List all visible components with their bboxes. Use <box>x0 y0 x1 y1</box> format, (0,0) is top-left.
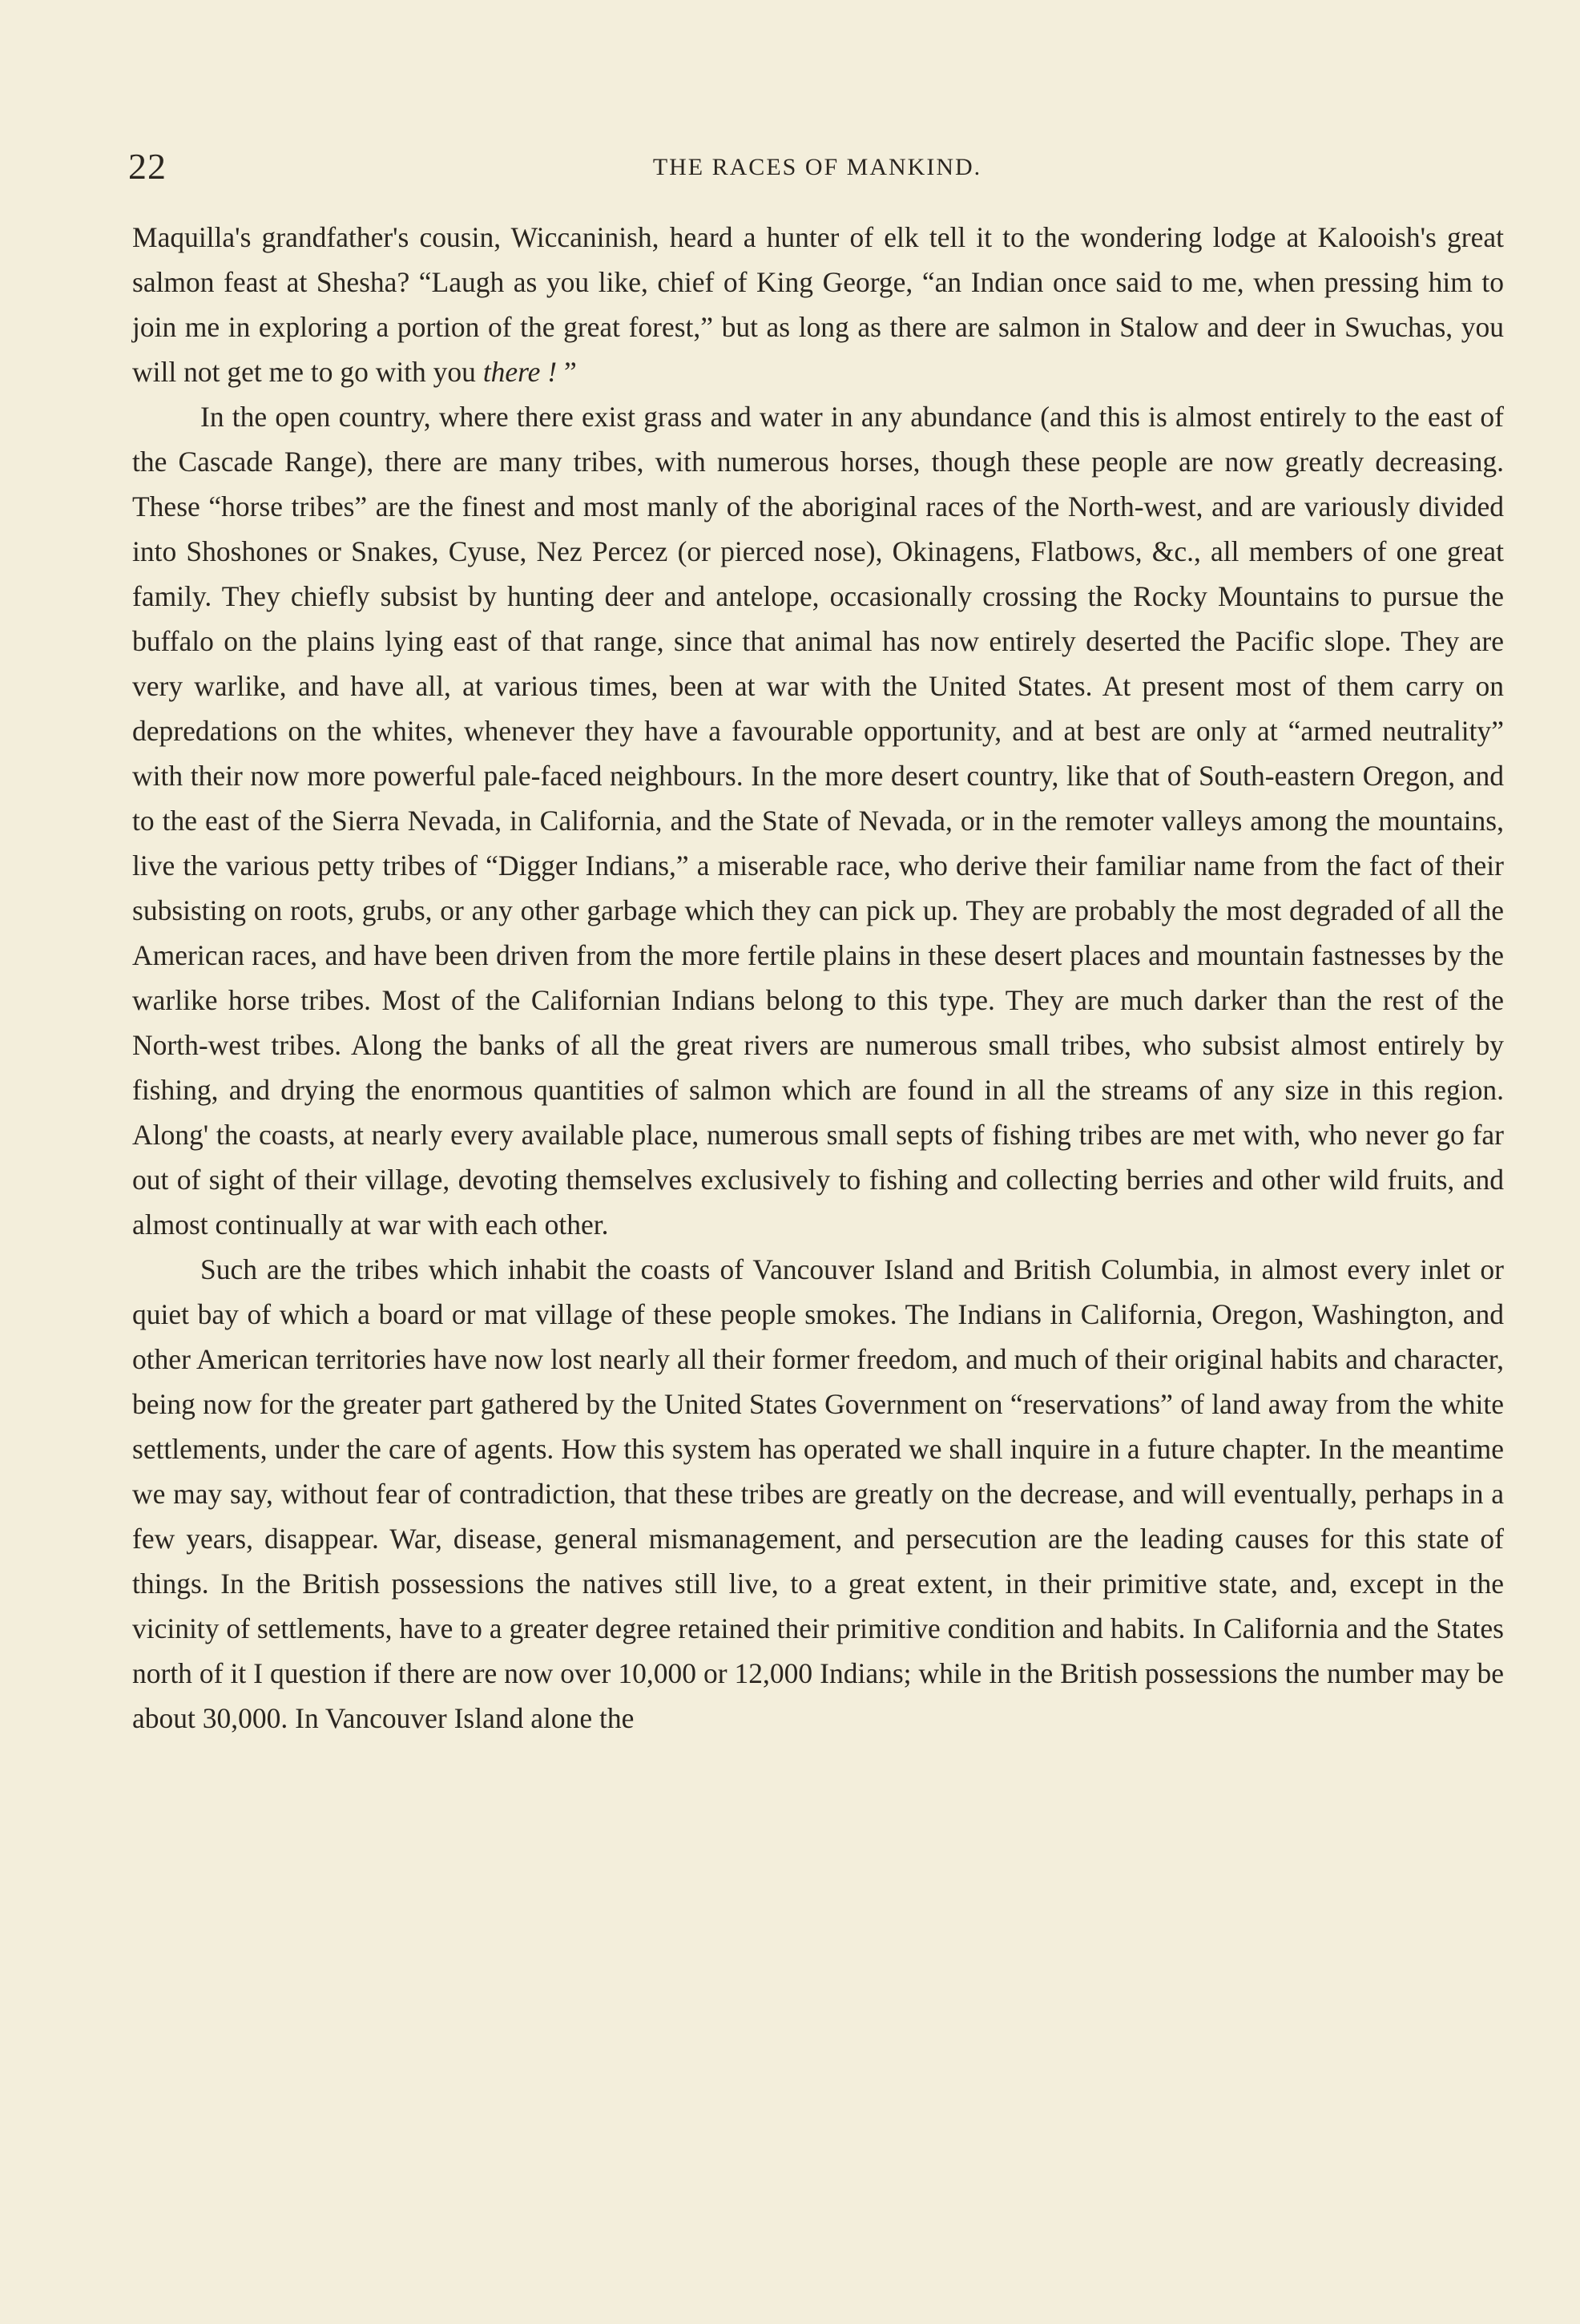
paragraph-1 <box>132 215 1504 394</box>
paragraph-3: Such are the tribes which inhabit the coasts of Vancouver Island and British Columbia, in almost every inlet or quiet bay of which a board or mat village of these people smokes. The Indians in California, Oregon, Washington, and other American territories have now lost nearly all their former freedom, and much of their original habits and character, being now for the greater part gathered by the United States Government on “reservations” of land away from the white settlements, under the care of agents. How this system has operated we shall inquire in a future chapter. In the meantime we may say, without fear of contradiction, that these tribes are greatly on the decrease, and will eventually, perhaps in a few years, disappear. War, disease, general mismanagement, and persecution are the leading causes for this state of things. In the British possessions the natives still live, to a great extent, in their primitive state, and, except in the vicinity of settlements, have to a greater degree retained their primitive condition and habits. In California and the States north of it I question if there are now over 10,000 or 12,000 Indians; while in the British possessions the number may be about 30,000. In Vancouver Island alone the <box>132 1253 1504 1734</box>
running-title: THE RACES OF MANKIND. <box>652 154 982 180</box>
paragraph-1-italic: there ! <box>482 356 558 388</box>
paragraph-1-closing-quote: ” <box>557 356 577 388</box>
page-number: 22 <box>128 146 167 187</box>
paragraph-1-text: Maquilla's grandfather's cousin, Wiccaninish, heard a hunter of elk tell it to the wondering lodge at Kalooish's great salmon feast at Shesha? “Laugh as you like, chief of King George, “an Indian once said to me, when pressing him to join me in exploring a portion of the great forest,” but as long as there are salmon in Stalow and deer in Swuchas, you will not get me to go with you <box>132 221 1504 388</box>
running-head <box>128 143 1506 191</box>
paragraph-2: In the open country, where there exist grass and water in any abundance (and this is almost entirely to the east of the Cascade Range), there are many tribes, with numerous horses, though these people are now greatly decreasing. These “horse tribes” are the finest and most manly of the aboriginal races of the North-west, and are variously divided into Shoshones or Snakes, Cyuse, Nez Percez (or pierced nose), Okinagens, Flatbows, &c., all members of one great family. They chiefly subsist by hunting deer and antelope, occasionally crossing the Rocky Mountains to pursue the buffalo on the plains lying east of that range, since that animal has now entirely deserted the Pacific slope. They are very warlike, and have all, at various times, been at war with the United States. At present most of them carry on depredations on the whites, whenever they have a favourable opportunity, and at best are only at “armed neutrality” with their now more powerful pale-faced neighbours. In the more desert country, like that of South-eastern Oregon, and to the east of the Sierra Nevada, in California, and the State of Nevada, or in the remoter valleys among the mountains, live the various petty tribes of “Digger Indians,” a miserable race, who derive their familiar name from the fact of their subsisting on roots, grubs, or any other garbage which they can pick up. They are probably the most degraded of all the American races, and have been driven from the more fertile plains in these desert places and mountain fastnesses by the warlike horse tribes. Most of the Californian Indians belong to this type. They are much darker than the rest of the North-west tribes. Along the banks of all the great rivers are numerous small tribes, who subsist almost entirely by fishing, and drying the enormous quantities of salmon which are found in all the streams of any size in this region. Along' the coasts, at nearly every available place, numerous small septs of fishing tribes are met with, who never go far out of sight of their village, devoting themselves exclusively to fishing and collecting berries and other wild fruits, and almost continually at war with each other. <box>132 401 1504 1241</box>
body-text <box>132 215 1504 1741</box>
